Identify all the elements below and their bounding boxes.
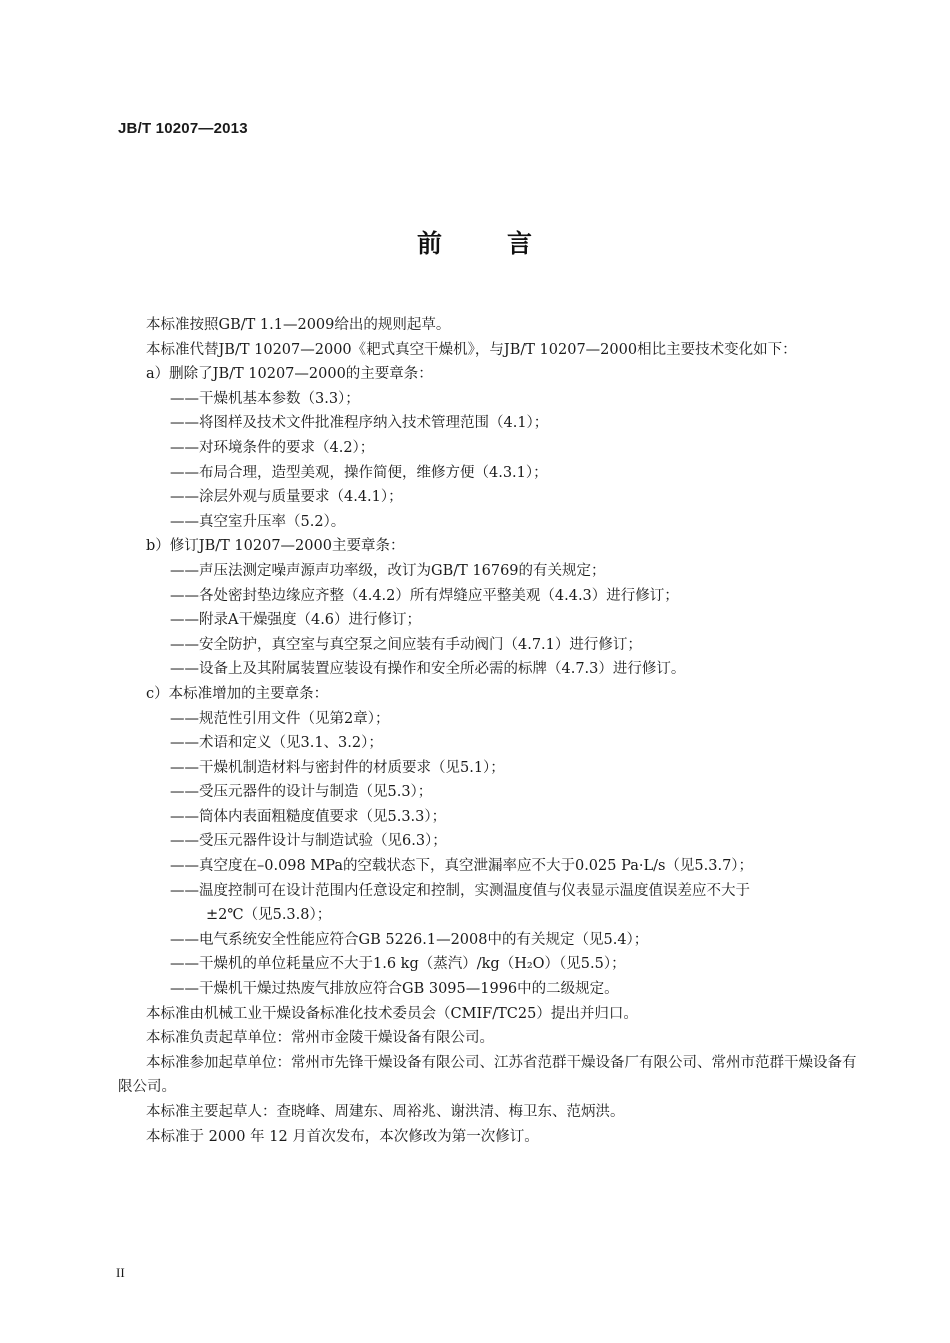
list-item: ——干燥机干燥过热废气排放应符合GB 3095—1996中的二级规定。 — [170, 981, 619, 998]
list-item: ——真空室升压率（5.2）。 — [170, 513, 346, 530]
list-item: ——干燥机基本参数（3.3）； — [170, 390, 360, 407]
standard-id: JB/T 10207—2013 — [118, 120, 248, 137]
list-item: ——受压元器件的设计与制造（见5.3）； — [170, 784, 433, 801]
foreword-body — [118, 313, 868, 1149]
list-item: ——真空度在–0.098 MPa的空载状态下，真空泄漏率应不大于0.025 Pa·L/s（见5.3.7）； — [170, 858, 754, 875]
title-char-2: 言 — [507, 229, 534, 258]
title-char-1: 前 — [416, 229, 443, 258]
list-item: ——受压元器件设计与制造试验（见6.3）； — [170, 833, 447, 850]
intro-paragraph: 本标准代替JB/T 10207—2000《耙式真空干燥机》，与JB/T 10207—2000相比主要技术变化如下： — [146, 341, 797, 358]
list-item: ——将图样及技术文件批准程序纳入技术管理范围（4.1）； — [170, 415, 549, 432]
list-item: ——干燥机制造材料与密封件的材质要求（见5.1）； — [170, 759, 505, 776]
list-item: ——设备上及其附属装置应装设有操作和安全所必需的标牌（4.7.3）进行修订。 — [170, 661, 686, 678]
section-heading-a: a）删除了JB/T 10207—2000的主要章条： — [146, 366, 433, 383]
page-number: II — [116, 1265, 125, 1280]
closing-paragraph: 本标准参加起草单位：常州市先锋干燥设备有限公司、江苏省范群干燥设备厂有限公司、常州市范群干燥设备有限公司。 — [118, 1054, 857, 1096]
page-title — [0, 224, 950, 260]
list-item: ——声压法测定噪声源声功率级，改订为GB/T 16769的有关规定； — [170, 562, 606, 579]
closing-paragraph: 本标准由机械工业干燥设备标准化技术委员会（CMIF/TC25）提出并归口。 — [146, 1005, 638, 1022]
list-item: ——布局合理，造型美观，操作简便，维修方便（4.3.1）； — [170, 464, 548, 481]
list-item: ——各处密封垫边缘应齐整（4.4.2）所有焊缝应平整美观（4.4.3）进行修订； — [170, 587, 679, 604]
list-item: ——涂层外观与质量要求（4.4.1）； — [170, 489, 403, 506]
list-item: ——干燥机的单位耗量应不大于1.6 kg（蒸汽）/kg（H₂O）（见5.5）； — [170, 956, 626, 973]
closing-paragraph: 本标准于 2000 年 12 月首次发布，本次修改为第一次修订。 — [146, 1128, 539, 1145]
list-item: ——对环境条件的要求（4.2）； — [170, 439, 375, 456]
section-heading-c: c）本标准增加的主要章条： — [146, 685, 329, 702]
list-item-continuation: ±2℃（见5.3.8）； — [206, 907, 332, 924]
list-item: ——附录A干燥强度（4.6）进行修订； — [170, 612, 422, 629]
list-item: ——电气系统安全性能应符合GB 5226.1—2008中的有关规定（见5.4）； — [170, 931, 649, 948]
intro-paragraph: 本标准按照GB/T 1.1—2009给出的规则起草。 — [146, 317, 451, 333]
list-item: ——安全防护，真空室与真空泵之间应装有手动阀门（4.7.1）进行修订； — [170, 636, 642, 653]
list-item: ——规范性引用文件（见第2章）； — [170, 710, 390, 727]
section-heading-b: b）修订JB/T 10207—2000主要章条： — [146, 538, 405, 555]
list-item: ——筒体内表面粗糙度值要求（见5.3.3）； — [170, 808, 447, 825]
list-item: ——温度控制可在设计范围内任意设定和控制，实测温度值与仪表显示温度值误差应不大于 — [170, 882, 750, 899]
closing-paragraph: 本标准主要起草人：查晓峰、周建东、周裕兆、谢洪清、梅卫东、范炳洪。 — [146, 1104, 625, 1120]
list-item: ——术语和定义（见3.1、3.2）； — [170, 735, 383, 752]
closing-paragraph: 本标准负责起草单位：常州市金陵干燥设备有限公司。 — [146, 1030, 494, 1047]
